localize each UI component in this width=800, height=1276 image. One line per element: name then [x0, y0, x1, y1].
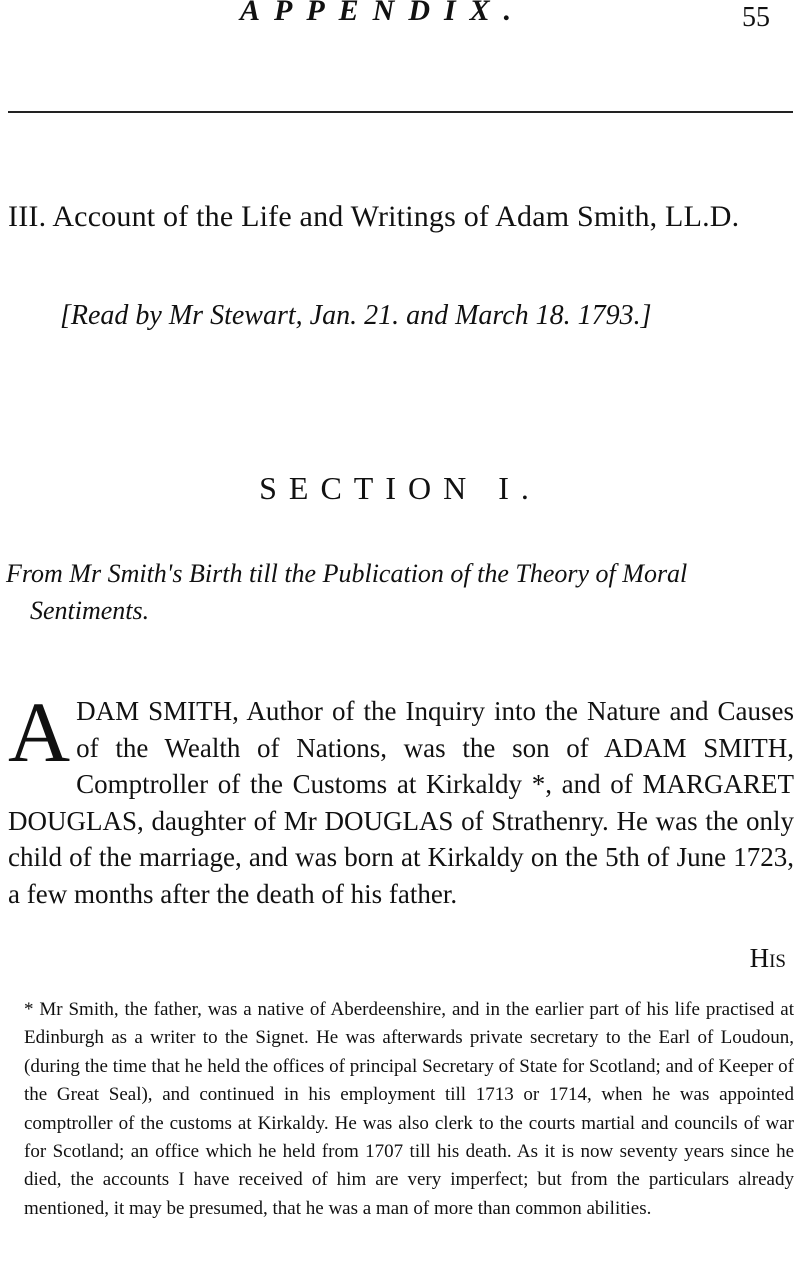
read-note: [Read by Mr Stewart, Jan. 21. and March 18. 1793.]	[60, 300, 652, 331]
section-heading: SECTION I.	[259, 470, 541, 506]
section-subtitle	[6, 555, 796, 629]
running-head	[0, 0, 800, 40]
header-rule	[8, 111, 793, 113]
body-paragraph	[8, 684, 794, 912]
footnote-text: * Mr Smith, the father, was a native of Aberdeenshire, and in the earlier part of his life practised at Edinburgh as a writer to the Signet. He was afterwards private secretary to the Earl of Loudoun, (during the time that he held the offices of principal Secretary of State for Scotland; and of Keeper of the Great Seal), and continued in his employment till 1713 or 1714, when he was appointed comptroller of the customs at Kirkaldy. He was also clerk to the courts martial and councils of war for Scotland; an office which he held from 1707 till his death. As it is now seventy years since he died, the accounts I have received of him are very imperfect; but from the particulars already mentioned, it may be presumed, that he was a man of more than common abilities.	[24, 999, 794, 1219]
catchword: His	[749, 943, 786, 973]
running-title: APPENDIX.	[240, 0, 526, 27]
body-paragraph-text: DAM SMITH, Author of the Inquiry into the Nature and Causes of the Wealth of Nations, was the son of ADAM SMITH, Comptroller of the Customs at Kirkaldy *, and of MARGARET DOUGLAS, daughter of Mr DOUGLAS of Strathenry. He was the only child of the marriage, and was born at Kirkaldy on the 5th of June 1723, a few months after the death of his father.	[8, 696, 794, 909]
footnote	[8, 996, 794, 1223]
section-subtitle-line-1: From Mr Smith's Birth till the Publication of the Theory of Moral	[6, 559, 688, 588]
drop-cap: A	[8, 684, 71, 780]
section-subtitle-line-2: Sentiments.	[30, 596, 150, 625]
page-number: 55	[742, 2, 770, 33]
article-title: III. Account of the Life and Writings of Adam Smith, LL.D.	[8, 200, 740, 233]
